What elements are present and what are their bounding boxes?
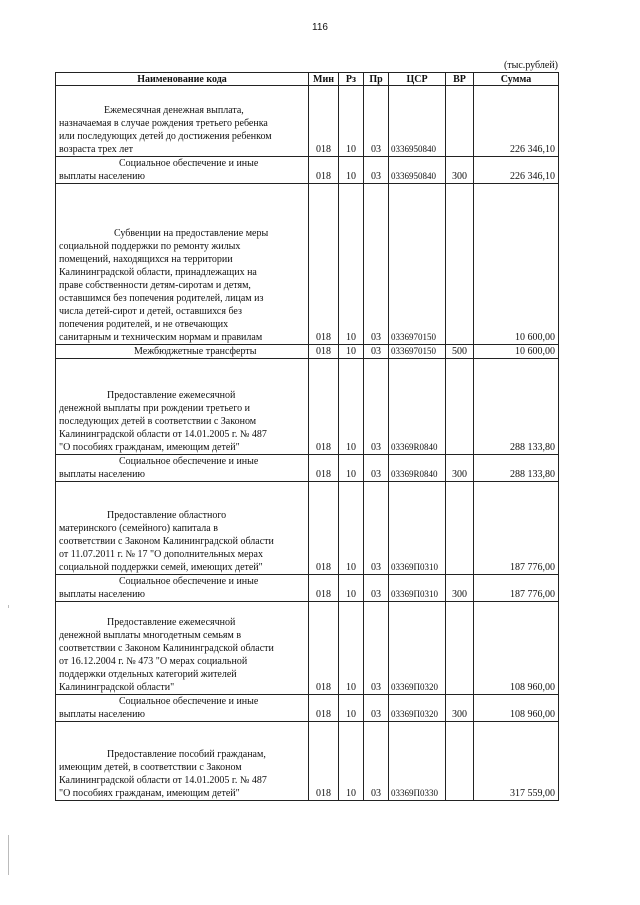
row-rz: 10 — [339, 86, 364, 157]
row-rz: 10 — [339, 575, 364, 602]
row-vr — [446, 359, 474, 455]
row-csr: 0336950840 — [389, 157, 446, 184]
budget-table — [55, 72, 559, 801]
row-rz: 10 — [339, 184, 364, 345]
row-min: 018 — [309, 602, 339, 695]
row-sum: 108 960,00 — [474, 695, 559, 722]
row-rz: 10 — [339, 455, 364, 482]
table-row — [56, 359, 559, 455]
row-pr: 03 — [364, 345, 389, 359]
row-pr: 03 — [364, 575, 389, 602]
row-pr: 03 — [364, 455, 389, 482]
row-sum: 10 600,00 — [474, 345, 559, 359]
row-name: Ежемесячная денежная выплата, назначаемая в случае рождения третьего ребенка или последующих детей до достижения ребенком возраста трех лет — [56, 86, 309, 157]
table-row — [56, 602, 559, 695]
row-rz: 10 — [339, 695, 364, 722]
row-name: Предоставление пособий гражданам, имеющим детей, в соответствии с Законом Калининградской области от 14.01.2005 г. № 487 "О пособиях гражданам, имеющим детей" — [56, 722, 309, 801]
table-row — [56, 345, 559, 359]
header-rz: Рз — [339, 73, 364, 86]
row-rz: 10 — [339, 345, 364, 359]
row-rz: 10 — [339, 722, 364, 801]
row-name: Предоставление ежемесячной денежной выплаты многодетным семьям в соответствии с Законом Калининградской области от 16.12.2004 г. № 473 "О мерах социальной поддержки отдельных категорий жителей Калининградской области" — [56, 602, 309, 695]
row-vr: 500 — [446, 345, 474, 359]
header-sum: Сумма — [474, 73, 559, 86]
row-name: Социальное обеспечение и иные выплаты населению — [56, 455, 309, 482]
row-vr — [446, 602, 474, 695]
row-min: 018 — [309, 345, 339, 359]
row-rz: 10 — [339, 157, 364, 184]
row-pr: 03 — [364, 695, 389, 722]
row-min: 018 — [309, 695, 339, 722]
header-name: Наименование кода — [56, 73, 309, 86]
row-name: Субвенции на предоставление меры социальной поддержки по ремонту жилых помещений, находящихся на территории Калининградской области, принадлежащих на праве собственности детям-сиротам и детям, оставшимся без попечения родителей, лицам из числа детей-сирот и детей, оставшихся без попечения родителей, и не отвечающих санитарным и техническим нормам и правилам — [56, 184, 309, 345]
row-csr: 03369П0330 — [389, 722, 446, 801]
row-vr — [446, 722, 474, 801]
row-pr: 03 — [364, 482, 389, 575]
row-sum: 187 776,00 — [474, 482, 559, 575]
row-sum: 288 133,80 — [474, 455, 559, 482]
row-name: Предоставление областного материнского (семейного) капитала в соответствии с Законом Калининградской области от 11.07.2011 г. № 17 "О дополнительных мерах социальной поддержки семей, имеющих детей" — [56, 482, 309, 575]
row-vr: 300 — [446, 455, 474, 482]
header-vr: ВР — [446, 73, 474, 86]
row-min: 018 — [309, 482, 339, 575]
row-vr — [446, 482, 474, 575]
row-min: 018 — [309, 157, 339, 184]
table-row — [56, 575, 559, 602]
row-rz: 10 — [339, 359, 364, 455]
row-vr — [446, 86, 474, 157]
row-pr: 03 — [364, 722, 389, 801]
row-sum: 108 960,00 — [474, 602, 559, 695]
row-csr: 03369П0310 — [389, 575, 446, 602]
table-row — [56, 722, 559, 801]
row-min: 018 — [309, 575, 339, 602]
table-row — [56, 695, 559, 722]
row-name: Предоставление ежемесячной денежной выплаты при рождении третьего и последующих детей в соответствии с Законом Калининградской области от 14.01.2005 г. № 487 "О пособиях гражданам, имеющим детей" — [56, 359, 309, 455]
row-min: 018 — [309, 359, 339, 455]
row-csr: 0336950840 — [389, 86, 446, 157]
units-label: (тыс.рублей) — [503, 60, 558, 71]
row-csr: 03369R0840 — [389, 359, 446, 455]
page-number: 116 — [312, 22, 328, 33]
row-rz: 10 — [339, 602, 364, 695]
row-min: 018 — [309, 184, 339, 345]
row-sum: 317 559,00 — [474, 722, 559, 801]
header-csr: ЦСР — [389, 73, 446, 86]
scan-artifact-mark — [8, 835, 9, 875]
row-vr: 300 — [446, 575, 474, 602]
row-pr: 03 — [364, 157, 389, 184]
row-pr: 03 — [364, 359, 389, 455]
row-min: 018 — [309, 86, 339, 157]
header-min: Мин — [309, 73, 339, 86]
row-csr: 0336970150 — [389, 184, 446, 345]
table-header-row — [56, 73, 559, 86]
row-min: 018 — [309, 455, 339, 482]
row-pr: 03 — [364, 602, 389, 695]
row-name: Социальное обеспечение и иные выплаты населению — [56, 575, 309, 602]
row-min: 018 — [309, 722, 339, 801]
row-rz: 10 — [339, 482, 364, 575]
row-csr: 03369R0840 — [389, 455, 446, 482]
row-csr: 03369П0320 — [389, 602, 446, 695]
row-sum: 288 133,80 — [474, 359, 559, 455]
row-name: Социальное обеспечение и иные выплаты населению — [56, 695, 309, 722]
scan-artifact-mark — [8, 605, 9, 608]
table-row — [56, 86, 559, 157]
row-sum: 226 346,10 — [474, 157, 559, 184]
table-row — [56, 455, 559, 482]
row-pr: 03 — [364, 86, 389, 157]
row-csr: 0336970150 — [389, 345, 446, 359]
row-sum: 187 776,00 — [474, 575, 559, 602]
row-sum: 10 600,00 — [474, 184, 559, 345]
row-csr: 03369П0310 — [389, 482, 446, 575]
row-sum: 226 346,10 — [474, 86, 559, 157]
table-row — [56, 482, 559, 575]
row-vr — [446, 184, 474, 345]
row-vr: 300 — [446, 157, 474, 184]
row-vr: 300 — [446, 695, 474, 722]
header-pr: Пр — [364, 73, 389, 86]
row-pr: 03 — [364, 184, 389, 345]
row-name: Социальное обеспечение и иные выплаты населению — [56, 157, 309, 184]
table-row — [56, 184, 559, 345]
table-row — [56, 157, 559, 184]
row-name: Межбюджетные трансферты — [56, 345, 309, 359]
row-csr: 03369П0320 — [389, 695, 446, 722]
